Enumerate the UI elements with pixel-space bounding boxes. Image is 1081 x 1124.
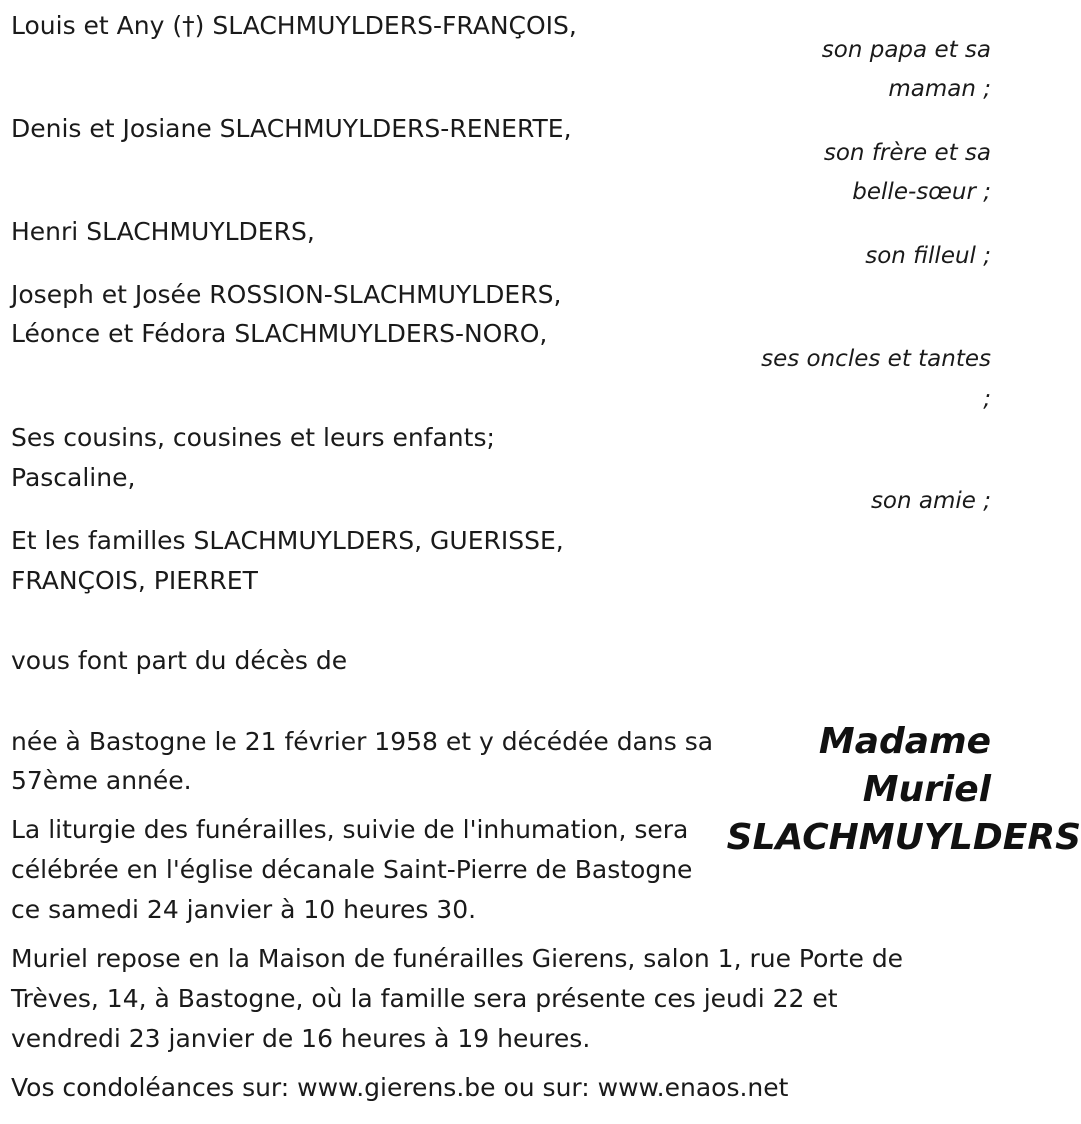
family-line: Léonce et Fédora SLACHMUYLDERS-NORO, [11, 319, 548, 348]
liturgy-details: célébrée en l'église décanale Saint-Pierre de Bastogne [11, 855, 693, 884]
relation-text: belle-sœur ; [852, 179, 991, 205]
relation-text: son papa et sa [821, 37, 991, 63]
announcement-text: vous font part du décès de [11, 646, 348, 675]
deceased-title: Madame [818, 721, 991, 762]
deceased-first-name: Muriel [862, 769, 991, 810]
relation-text: son amie ; [870, 488, 991, 514]
birth-details: 57ème année. [11, 766, 192, 795]
condolences-text: Vos condoléances sur: www.gierens.be ou sur: www.enaos.net [11, 1073, 789, 1102]
family-line: Joseph et Josée ROSSION-SLACHMUYLDERS, [11, 280, 562, 309]
family-line: Louis et Any (†) SLACHMUYLDERS-FRANÇOIS, [11, 11, 577, 40]
deceased-last-name: SLACHMUYLDERS [726, 817, 1081, 858]
repose-details: Trèves, 14, à Bastogne, où la famille sera présente ces jeudi 22 et [11, 984, 838, 1013]
family-line: Henri SLACHMUYLDERS, [11, 217, 315, 246]
relation-text: maman ; [888, 76, 991, 102]
family-line: Pascaline, [11, 463, 136, 492]
family-line: FRANÇOIS, PIERRET [11, 566, 258, 595]
relation-text: son frère et sa [823, 140, 991, 166]
relation-text: ; [983, 386, 991, 412]
repose-details: Muriel repose en la Maison de funérailles Gierens, salon 1, rue Porte de [11, 944, 904, 973]
relation-text: ses oncles et tantes [761, 346, 991, 372]
family-line: Et les familles SLACHMUYLDERS, GUERISSE, [11, 526, 564, 555]
liturgy-details: ce samedi 24 janvier à 10 heures 30. [11, 895, 477, 924]
birth-details: née à Bastogne le 21 février 1958 et y décédée dans sa [11, 727, 714, 756]
liturgy-details: La liturgie des funérailles, suivie de l'inhumation, sera [11, 815, 689, 844]
repose-details: vendredi 23 janvier de 16 heures à 19 heures. [11, 1024, 591, 1053]
family-line: Ses cousins, cousines et leurs enfants; [11, 423, 495, 452]
family-line: Denis et Josiane SLACHMUYLDERS-RENERTE, [11, 114, 572, 143]
relation-text: son filleul ; [865, 243, 991, 269]
